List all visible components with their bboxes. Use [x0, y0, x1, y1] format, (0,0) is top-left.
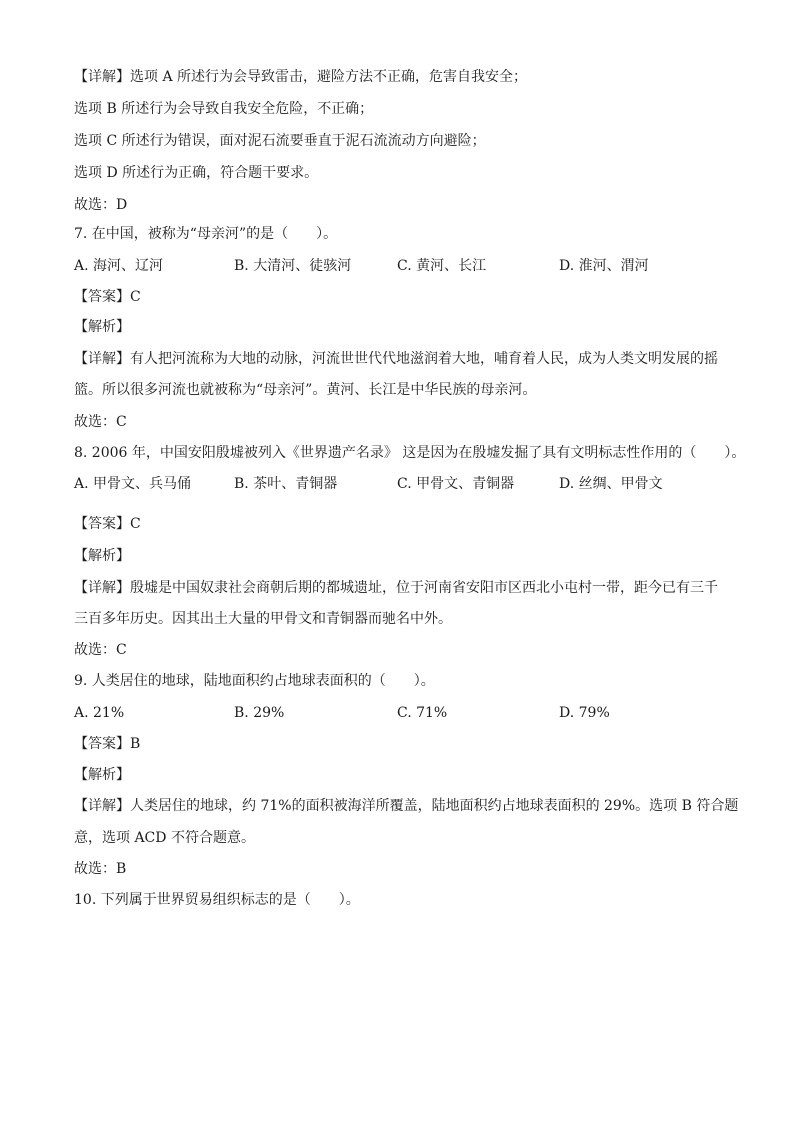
q9-analysis-heading: 【解析】: [74, 767, 130, 783]
q9-detail-line-2: 意，选项 ACD 不符合题意。: [74, 830, 255, 846]
q8-analysis-heading: 【解析】: [74, 548, 130, 564]
q7-detail-line-1: 【详解】有人把河流称为大地的动脉，河流世世代代地滋润着大地，哺育着人民，成为人类文明发展的摇: [74, 351, 718, 367]
q10-question: 10. 下列属于世界贸易组织标志的是（ ）。: [74, 892, 360, 908]
q9-answer: 【答案】B: [74, 736, 141, 752]
q6-choice: 故选：D: [74, 197, 128, 213]
q7-detail-line-2: 篮。所以很多河流也就被称为“母亲河”。黄河、长江是中华民族的母亲河。: [74, 382, 537, 398]
q7-analysis-heading: 【解析】: [74, 319, 130, 335]
q6-detail-line-3: 选项 C 所述行为错误，面对泥石流要垂直于泥石流流动方向避险；: [74, 133, 486, 149]
q7-answer: 【答案】C: [74, 289, 141, 305]
q9-detail-line-1: 【详解】人类居住的地球，约 71%的面积被海洋所覆盖，陆地面积约占地球表面积的 29%。选项 B 符合题: [74, 798, 739, 814]
q8-option-d: D. 丝绸、甲骨文: [559, 476, 663, 492]
q8-options: [74, 475, 754, 493]
q7-option-a: A. 海河、辽河: [74, 258, 164, 274]
q6-detail-line-1: 【详解】选项 A 所述行为会导致雷击，避险方法不正确，危害自我安全；: [74, 69, 528, 85]
q6-detail-line-2: 选项 B 所述行为会导致自我安全危险，不正确；: [74, 101, 374, 117]
q7-option-b: B. 大清河、徒骇河: [234, 258, 352, 274]
q7-options: [74, 257, 754, 275]
q6-detail-line-4: 选项 D 所述行为正确，符合题干要求。: [74, 165, 319, 181]
q9-option-b: B. 29%: [234, 705, 285, 721]
q7-choice: 故选：C: [74, 414, 127, 430]
q8-question: 8. 2006 年，中国安阳殷墟被列入《世界遗产名录》 这是因为在殷墟发掘了具有文明标志性作用的（ ）。: [74, 445, 746, 461]
q9-choice: 故选：B: [74, 861, 127, 877]
q8-choice: 故选：C: [74, 642, 127, 658]
q9-options: [74, 704, 754, 722]
q9-option-d: D. 79%: [559, 705, 610, 721]
q7-option-d: D. 淮河、渭河: [559, 258, 649, 274]
q9-option-a: A. 21%: [74, 705, 125, 721]
q7-option-c: C. 黄河、长江: [397, 258, 487, 274]
q8-detail-line-2: 三百多年历史。因其出土大量的甲骨文和青铜器而驰名中外。: [74, 611, 452, 627]
q8-answer: 【答案】C: [74, 516, 141, 532]
q9-option-c: C. 71%: [397, 705, 448, 721]
q7-question: 7. 在中国，被称为“母亲河”的是（ ）。: [74, 226, 338, 242]
q8-option-c: C. 甲骨文、青铜器: [397, 476, 515, 492]
q8-detail-line-1: 【详解】殷墟是中国奴隶社会商朝后期的都城遗址，位于河南省安阳市区西北小屯村一带，距今已有三千: [74, 580, 718, 596]
q8-option-b: B. 茶叶、青铜器: [234, 476, 338, 492]
q9-question: 9. 人类居住的地球，陆地面积约占地球表面积的（ ）。: [74, 673, 435, 689]
q8-option-a: A. 甲骨文、兵马俑: [74, 476, 192, 492]
